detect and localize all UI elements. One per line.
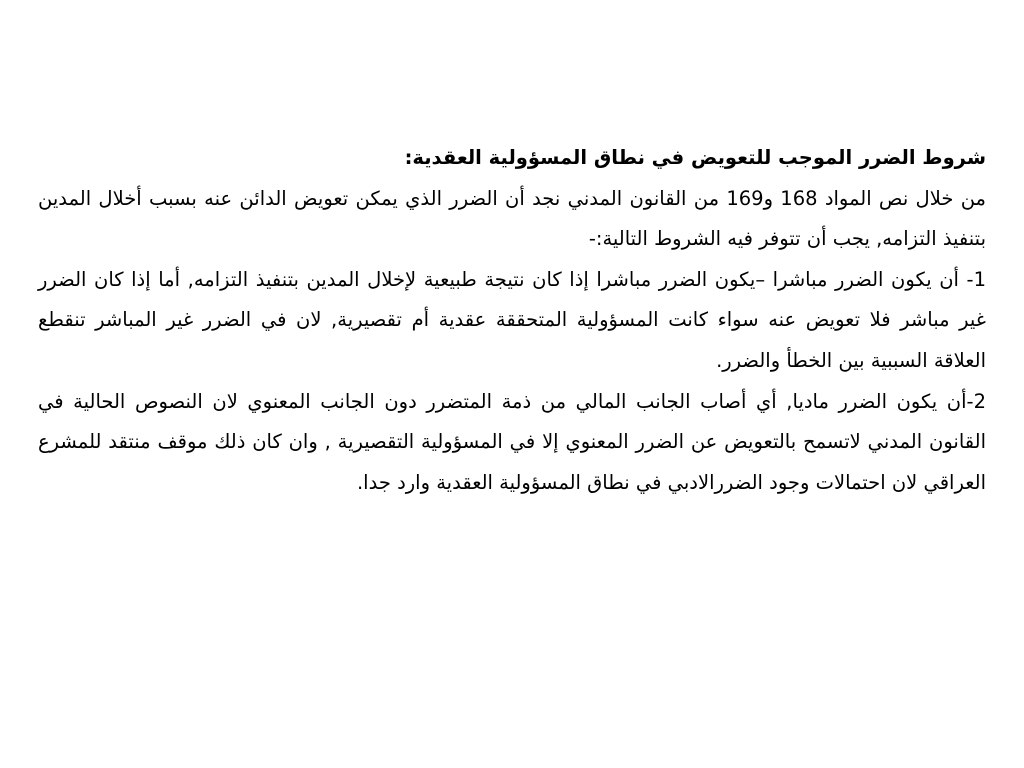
intro-paragraph: من خلال نص المواد 168 و169 من القانون المدني نجد أن الضرر الذي يمكن تعويض الدائن عنه بسبب أخلال المدين بتنفيذ التزامه, يجب أن تتوفر فيه الشروط التالية:- bbox=[38, 186, 986, 251]
condition-1-paragraph: 1- أن يكون الضرر مباشرا –يكون الضرر مباشرا إذا كان نتيجة طبيعية لإخلال المدين بتنفيذ التزامه, أما إذا كان الضرر غير مباشر فلا تعويض عنه سواء كانت المسؤولية المتحققة عقدية أم تقصيرية, لان في الضرر غير المباشر تنقطع العلاقة السببية بين الخطأ والضرر. bbox=[38, 267, 986, 372]
text-body bbox=[38, 138, 986, 503]
condition-2-paragraph: 2-أن يكون الضرر ماديا, أي أصاب الجانب المالي من ذمة المتضرر دون الجانب المعنوي لان النصوص الحالية في القانون المدني لاتسمح بالتعويض عن الضرر المعنوي إلا في المسؤولية التقصيرية , وان كان ذلك موقف منتقد للمشرع العراقي لان احتمالات وجود الضررالادبي في نطاق المسؤولية العقدية وارد جدا. bbox=[38, 389, 986, 494]
heading: شروط الضرر الموجب للتعويض في نطاق المسؤولية العقدية: bbox=[404, 146, 986, 169]
